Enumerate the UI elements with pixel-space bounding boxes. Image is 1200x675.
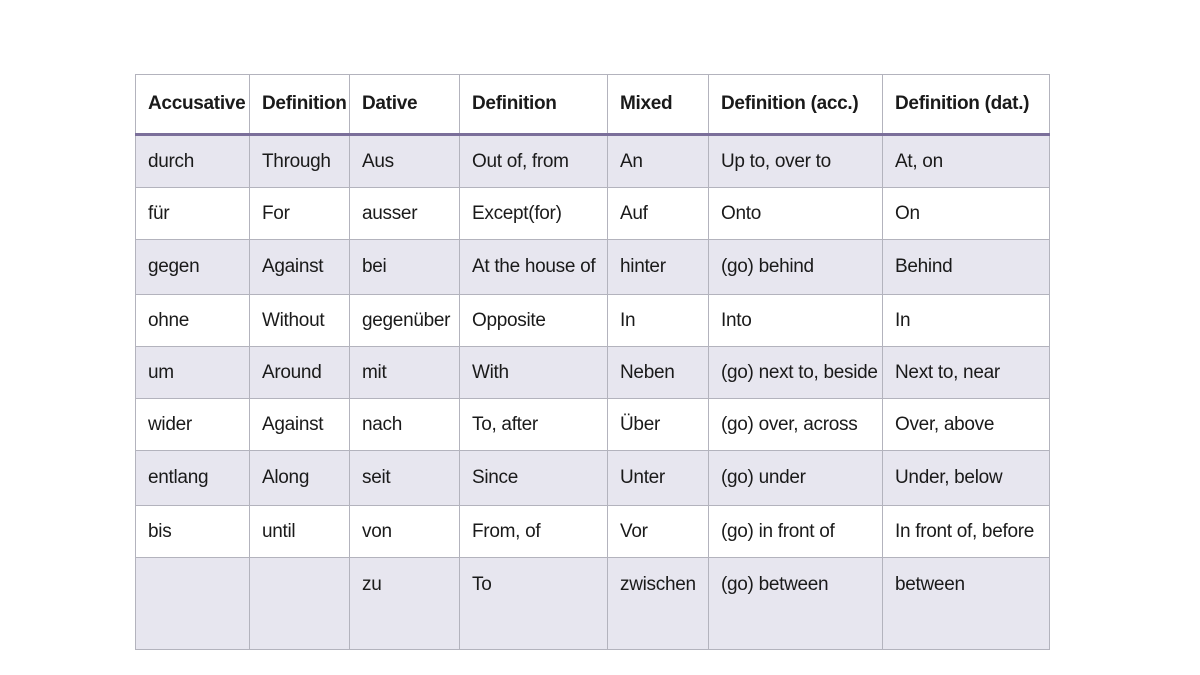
cell-accusative: durch [136, 135, 250, 188]
cell-definition-dat: Under, below [883, 451, 1050, 506]
cell-dative-definition: To, after [460, 399, 608, 451]
table-row [136, 135, 1050, 188]
cell-definition-acc: Into [709, 295, 883, 347]
cell-accusative: für [136, 188, 250, 240]
cell-definition-acc: (go) under [709, 451, 883, 506]
cell-mixed: An [608, 135, 709, 188]
cell-definition-acc: Up to, over to [709, 135, 883, 188]
header-dative: Dative [350, 75, 460, 135]
cell-accusative-definition: Against [250, 399, 350, 451]
cell-accusative-definition: Along [250, 451, 350, 506]
cell-mixed: hinter [608, 240, 709, 295]
cell-accusative-definition: Against [250, 240, 350, 295]
cell-accusative: entlang [136, 451, 250, 506]
table-row [136, 506, 1050, 558]
cell-dative-definition: To [460, 558, 608, 650]
cell-accusative-definition: For [250, 188, 350, 240]
cell-mixed: Über [608, 399, 709, 451]
header-definition-dat: Definition (dat.) [883, 75, 1050, 135]
cell-definition-acc: (go) over, across [709, 399, 883, 451]
cell-dative: nach [350, 399, 460, 451]
cell-definition-dat: Next to, near [883, 347, 1050, 399]
cell-accusative: um [136, 347, 250, 399]
cell-definition-dat: Over, above [883, 399, 1050, 451]
cell-dative-definition: Out of, from [460, 135, 608, 188]
table-row [136, 347, 1050, 399]
cell-mixed: Auf [608, 188, 709, 240]
cell-definition-dat: On [883, 188, 1050, 240]
cell-definition-dat: At, on [883, 135, 1050, 188]
cell-accusative: wider [136, 399, 250, 451]
cell-definition-acc: Onto [709, 188, 883, 240]
cell-accusative-definition: Around [250, 347, 350, 399]
cell-dative-definition: With [460, 347, 608, 399]
cell-accusative [136, 558, 250, 650]
cell-accusative: gegen [136, 240, 250, 295]
cell-definition-acc: (go) behind [709, 240, 883, 295]
cell-definition-dat: In front of, before [883, 506, 1050, 558]
cell-dative: bei [350, 240, 460, 295]
cell-dative: gegenüber [350, 295, 460, 347]
table-row [136, 399, 1050, 451]
cell-accusative: bis [136, 506, 250, 558]
cell-accusative-definition: Without [250, 295, 350, 347]
table-header [136, 75, 1050, 135]
header-accusative-definition: Definition [250, 75, 350, 135]
cell-definition-dat: Behind [883, 240, 1050, 295]
cell-definition-acc: (go) in front of [709, 506, 883, 558]
cell-dative-definition: Except(for) [460, 188, 608, 240]
cell-dative-definition: At the house of [460, 240, 608, 295]
cell-mixed: Neben [608, 347, 709, 399]
cell-dative-definition: Opposite [460, 295, 608, 347]
header-mixed: Mixed [608, 75, 709, 135]
cell-definition-dat: In [883, 295, 1050, 347]
cell-dative: von [350, 506, 460, 558]
table-row [136, 558, 1050, 650]
cell-dative: Aus [350, 135, 460, 188]
table-row [136, 451, 1050, 506]
cell-dative-definition: From, of [460, 506, 608, 558]
cell-definition-acc: (go) next to, beside [709, 347, 883, 399]
cell-dative: zu [350, 558, 460, 650]
cell-dative-definition: Since [460, 451, 608, 506]
cell-mixed: Vor [608, 506, 709, 558]
prepositions-table [135, 74, 1050, 650]
header-row [136, 75, 1050, 135]
cell-accusative-definition: until [250, 506, 350, 558]
cell-dative: mit [350, 347, 460, 399]
prepositions-table-container [135, 74, 1049, 650]
cell-mixed: zwischen [608, 558, 709, 650]
header-definition-acc: Definition (acc.) [709, 75, 883, 135]
header-accusative: Accusative [136, 75, 250, 135]
cell-definition-acc: (go) between [709, 558, 883, 650]
table-row [136, 295, 1050, 347]
cell-accusative-definition [250, 558, 350, 650]
cell-mixed: In [608, 295, 709, 347]
cell-accusative: ohne [136, 295, 250, 347]
cell-dative: seit [350, 451, 460, 506]
cell-dative: ausser [350, 188, 460, 240]
cell-accusative-definition: Through [250, 135, 350, 188]
header-dative-definition: Definition [460, 75, 608, 135]
table-body [136, 135, 1050, 650]
table-row [136, 240, 1050, 295]
table-row [136, 188, 1050, 240]
cell-definition-dat: between [883, 558, 1050, 650]
cell-mixed: Unter [608, 451, 709, 506]
